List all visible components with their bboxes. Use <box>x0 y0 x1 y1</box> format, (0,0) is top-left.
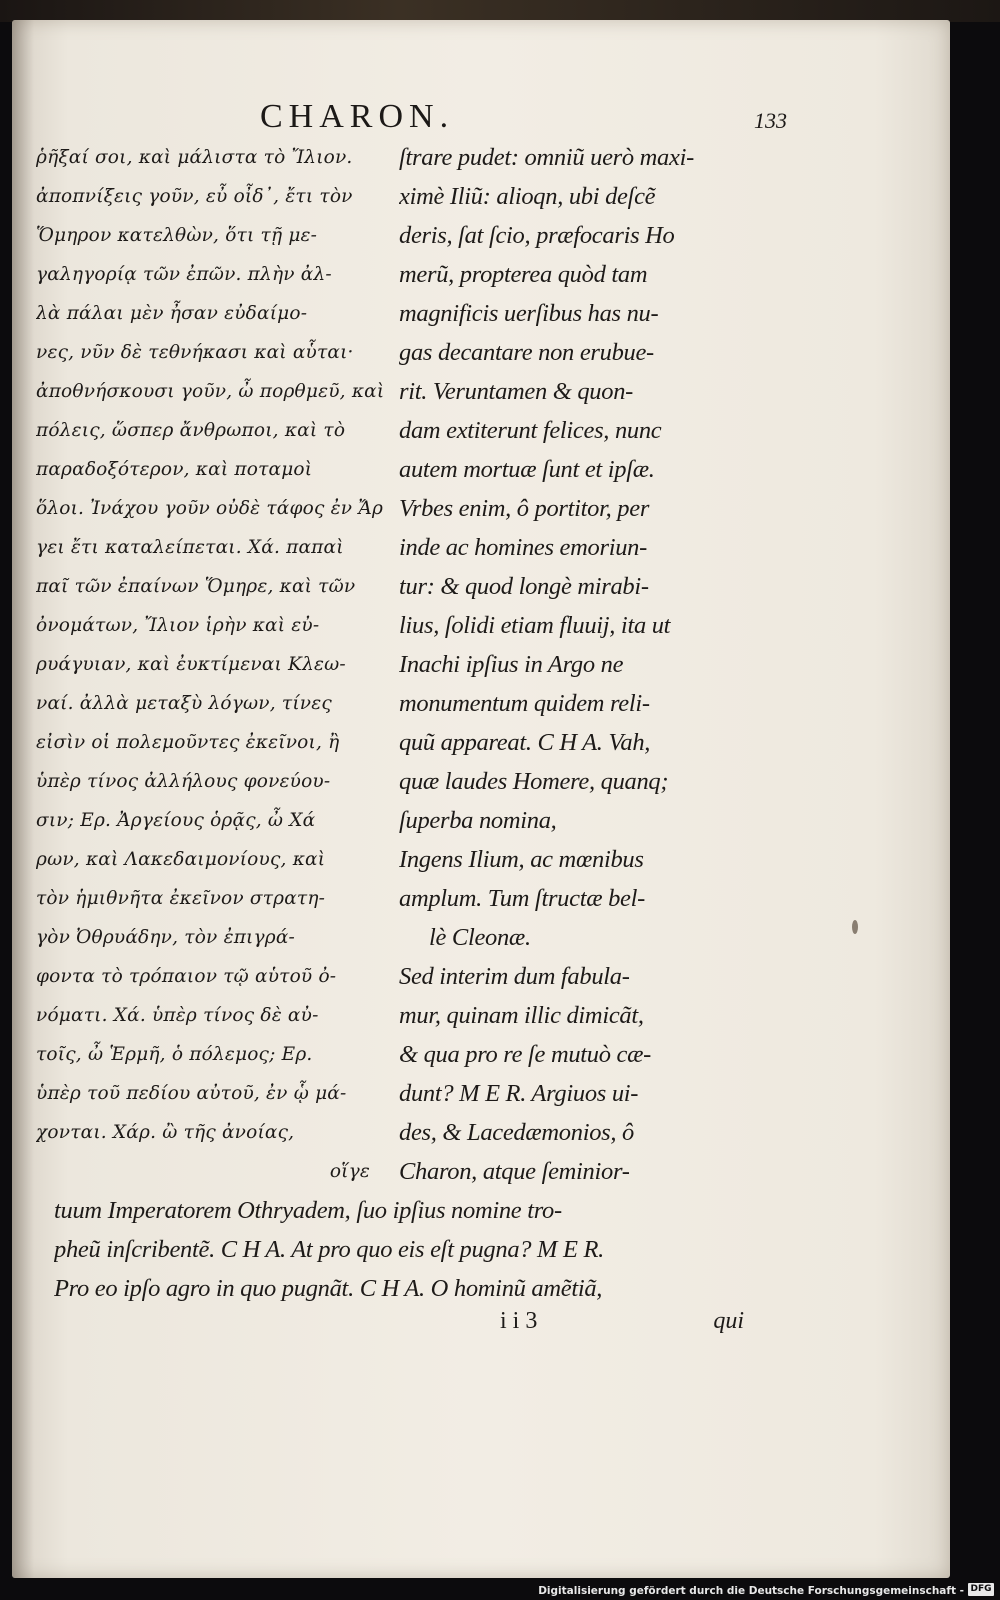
greek-text-line: νες, νῦν δὲ τεθνήκασι καὶ αὗται· <box>36 342 354 363</box>
latin-text-line: lius, ſolidi etiam fluuij, ita ut <box>399 612 671 639</box>
greek-text-line: γει ἔτι καταλείπεται. Χά. παπαὶ <box>36 537 344 558</box>
latin-text-line: quæ laudes Homere, quanq; <box>399 768 669 795</box>
greek-text-line: σιν; Ερ. Ἀργείους ὁρᾷς, ὦ Χά <box>36 810 316 831</box>
greek-text-line: ἀποθνήσκουσι γοῦν, ὦ πορθμεῦ, καὶ <box>36 381 385 402</box>
greek-text-line: τὸν ἡμιθνῆτα ἐκεῖνον στρατη- <box>36 888 326 909</box>
latin-text-line: mur, quinam illic dimicãt, <box>399 1002 644 1029</box>
greek-text-column <box>36 138 394 1191</box>
latin-text-line: Vrbes enim, ô portitor, per <box>399 495 650 522</box>
greek-text-line: γὸν Ὀθρυάδην, τὸν ἐπιγρά- <box>36 927 295 948</box>
greek-text-line: ρυάγυιαν, καὶ ἐυκτίμεναι Κλεω- <box>36 654 346 675</box>
greek-text-line: ὑπὲρ τοῦ πεδίου αὐτοῦ, ἐν ᾧ μά- <box>36 1083 347 1104</box>
footer-bar <box>0 1578 1000 1600</box>
greek-text-line: τοῖς, ὦ Ἑρμῆ, ὁ πόλεμος; Ερ. <box>36 1044 313 1065</box>
latin-text-line: Inachi ipſius in Argo ne <box>399 651 624 678</box>
page-number: 133 <box>754 108 787 133</box>
full-width-text-line: Pro eo ipſo agro in quo pugnãt. C H A. O hominũ amẽtiã, <box>54 1275 603 1302</box>
greek-text-line: Ὅμηρον κατελθὼν, ὅτι τῇ με- <box>36 225 318 246</box>
latin-text-line: merũ, propterea quòd tam <box>399 261 648 288</box>
latin-text-line: quũ appareat. C H A. Vah, <box>399 729 651 756</box>
latin-text-column <box>399 138 744 1191</box>
greek-text-line: παῖ τῶν ἐπαίνων Ὅμηρε, καὶ τῶν <box>36 576 356 597</box>
greek-text-line: ἀποπνίξεις γοῦν, εὖ οἶδ᾽, ἔτι τὸν <box>36 186 353 207</box>
latin-text-line: ſuperba nomina, <box>399 807 557 834</box>
signature-mark: i i 3 <box>500 1308 538 1334</box>
greek-text-line: πόλεις, ὥσπερ ἄνθρωποι, καὶ τὸ <box>36 420 346 441</box>
latin-text-line: ſtrare pudet: omniũ uerò maxi- <box>399 144 694 171</box>
latin-text-line: Ingens Ilium, ac mœnibus <box>399 846 644 873</box>
latin-text-line: & qua pro re ſe mutuò cæ- <box>399 1041 651 1068</box>
greek-text-line: εἰσὶν οἱ πολεμοῦντες ἐκεῖνοι, ἢ <box>36 732 340 753</box>
latin-text-line: dam extiterunt felices, nunc <box>399 417 662 444</box>
latin-text-line: dunt? M E R. Argiuos ui- <box>399 1080 639 1107</box>
gutter-shadow <box>12 20 34 1578</box>
full-width-text-line: pheũ inſcribentẽ. C H A. At pro quo eis eſt pugna? M E R. <box>54 1236 604 1263</box>
greek-text-line: ὅλοι. Ἰνάχου γοῦν οὐδὲ τάφος ἐν Ἄρ <box>36 498 384 519</box>
greek-text-line: φοντα τὸ τρόπαιον τῷ αὑτοῦ ὀ- <box>36 966 337 987</box>
greek-text-line: γαληγορίᾳ τῶν ἐπῶν. πλὴν ἀλ- <box>36 264 332 285</box>
greek-text-line: ρων, καὶ Λακεδαιμονίους, καὶ <box>36 849 326 870</box>
book-page <box>12 20 950 1578</box>
latin-text-line: rit. Veruntamen & quon- <box>399 378 633 405</box>
greek-text-line: νόματι. Χά. ὑπὲρ τίνος δὲ αὐ- <box>36 1005 319 1026</box>
greek-text-line: λὰ πάλαι μὲν ἦσαν εὐδαίμο- <box>36 303 308 324</box>
latin-text-line: gas decantare non erubue- <box>399 339 654 366</box>
latin-text-line: tur: & quod longè mirabi- <box>399 573 649 600</box>
full-width-latin-text <box>54 1191 744 1308</box>
greek-text-line: χονται. Χάρ. ὢ τῆς ἀνοίας, <box>36 1122 295 1143</box>
latin-text-line: ximè Iliũ: alioqn, ubi deſcẽ <box>399 183 656 210</box>
latin-text-line: amplum. Tum ſtructæ bel- <box>399 885 645 912</box>
latin-text-line: autem mortuæ ſunt et ipſæ. <box>399 456 655 483</box>
latin-text-line: Sed interim dum fabula- <box>399 963 630 990</box>
ink-stain <box>852 920 858 934</box>
latin-text-line: Charon, atque ſeminior- <box>399 1158 630 1185</box>
latin-text-line: monumentum quidem reli- <box>399 690 650 717</box>
greek-text-line: παραδοξότερον, καὶ ποταμοὶ <box>36 459 313 480</box>
funding-credit: Digitalisierung gefördert durch die Deutsche Forschungsgemeinschaft - <box>538 1585 964 1597</box>
greek-text-line: ὀνομάτων, Ἴλιον ἱρὴν καὶ εὐ- <box>36 615 320 636</box>
running-head: CHARON. <box>260 98 455 135</box>
latin-text-line: deris, ſat ſcio, præfocaris Ho <box>399 222 675 249</box>
catchword: qui <box>713 1308 744 1334</box>
greek-text-line: ναί. ἀλλὰ μεταξὺ λόγων, τίνες <box>36 693 332 714</box>
greek-text-line: ὑπὲρ τίνος ἀλλήλους φονεύου- <box>36 771 331 792</box>
latin-text-line: magnificis uerſibus has nu- <box>399 300 659 327</box>
dfg-logo-icon: DFG <box>968 1583 994 1596</box>
full-width-text-line: tuum Imperatorem Othryadem, ſuo ipſius nomine tro- <box>54 1197 562 1224</box>
latin-text-line: inde ac homines emoriun- <box>399 534 647 561</box>
greek-text-line: ῥῆξαί σοι, καὶ μάλιστα τὸ Ἴλιον. <box>36 147 353 168</box>
latin-text-line: lè Cleonæ. <box>429 924 531 951</box>
scan-top-edge <box>0 0 1000 22</box>
latin-text-line: des, & Lacedæmonios, ô <box>399 1119 634 1146</box>
greek-text-line: οἵγε <box>329 1161 370 1182</box>
